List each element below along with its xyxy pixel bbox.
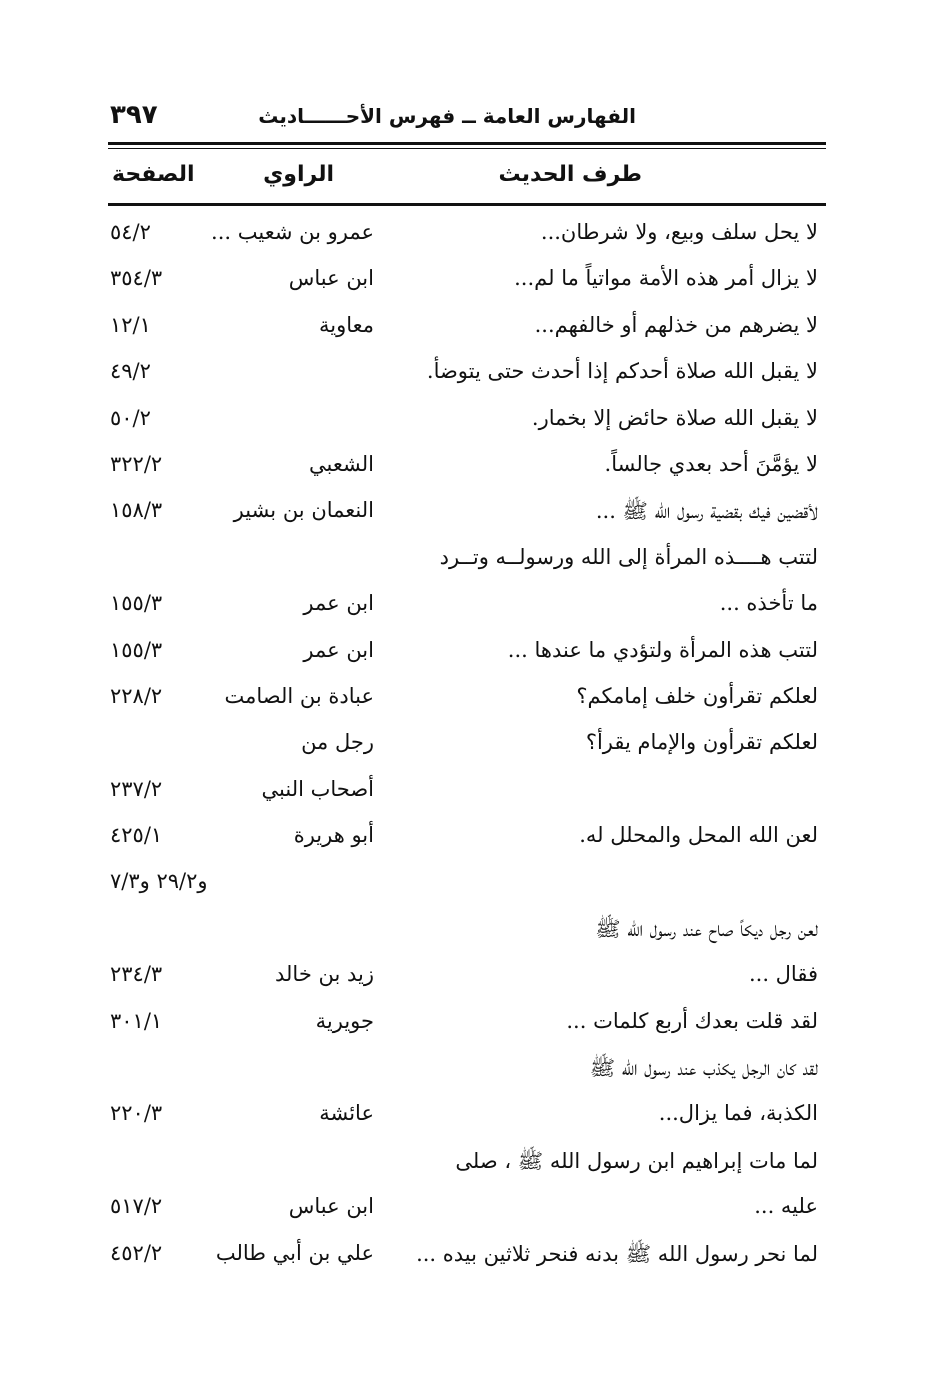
table-row [108,630,826,676]
table-row [108,1140,826,1186]
page-ref-cell: ٥١٧/٢ [110,1194,163,1219]
narrator-cell: الشعبي [309,451,374,476]
page-ref-cell: ٢٢٠/٣ [110,1101,163,1126]
narrator-cell: رجل من [301,730,374,755]
table-row [108,490,826,536]
table-row [108,537,826,583]
hadith-cell: لا يضرهم من خذلهم أو خالفهم... [534,312,818,337]
table-row [108,722,826,768]
hadith-cell: لتتب هــــذه المرأة إلى الله ورسولــه وتــرد [439,544,818,569]
table-row [108,212,826,258]
column-header-page: الصفحة [112,162,195,187]
table-row [108,676,826,722]
hadith-cell: فقال ... [748,962,818,987]
table-row [108,1186,826,1232]
hadith-cell: عليه ... [754,1194,818,1219]
narrator-cell: ابن عباس [288,266,374,291]
running-title: الفهارس العامة ــ فهرس الأحــــــاديث [258,104,636,128]
table-row [108,583,826,629]
table-row [108,1047,826,1093]
page-ref-cell: ١٥٥/٣ [110,637,163,662]
page-ref-cell: ٢٢٨/٢ [110,683,163,708]
narrator-cell: عبادة بن الصامت [224,683,374,708]
hadith-cell: لقد كان الرجل يكذب عند رسول الله ﷺ [589,1056,818,1081]
table-row [108,1093,826,1139]
column-headers [108,158,826,198]
narrator-cell: علي بن أبي طالب [215,1240,374,1265]
column-header-rule [108,203,826,206]
hadith-cell: لعن رجل ديكاً صاح عند رسول الله ﷺ [595,916,818,941]
hadith-cell: لعلكم تقرأون والإمام يقرأ؟ [585,730,818,755]
narrator-cell: النعمان بن بشير [233,498,374,523]
page-ref-cell: ٥٤/٢ [110,220,151,244]
narrator-cell: ابن عباس [288,1194,374,1219]
page-ref-cell: ٤٩/٢ [110,359,151,384]
hadith-cell: لأقضين فيك بقضية رسول الله ﷺ ... [595,499,818,524]
hadith-cell: لتتب هذه المرأة ولتؤدي ما عندها ... [507,637,818,662]
hadith-cell: الكذبة، فما يزال... [658,1101,818,1126]
page-ref-cell: ١٥٥/٣ [110,591,163,616]
column-header-narrator: الراوي [263,162,334,187]
column-header-hadith: طرف الحديث [498,162,642,187]
table-row [108,908,826,954]
table-row [108,444,826,490]
header-rule [108,142,826,145]
table-row [108,305,826,351]
page-ref-cell: ٢٣٧/٢ [110,776,163,801]
narrator-cell: عائشة [319,1101,374,1126]
hadith-cell: لا يؤمَّنَ أحد بعدي جالساً. [604,451,818,476]
page-ref-cell: و٢٩/٢ و٧/٣ [110,869,208,894]
page-ref-cell: ٣٥٤/٣ [110,266,163,291]
page-ref-cell: ١٥٨/٣ [110,498,163,523]
narrator-cell: جويرية [315,1008,374,1033]
table-row [108,954,826,1000]
narrator-cell: زيد بن خالد [275,962,374,987]
hadith-cell: ما تأخذه ... [719,591,818,616]
hadith-cell: لقد قلت بعدك أربع كلمات ... [566,1008,818,1033]
table-row [108,815,826,861]
table-row [108,1233,826,1279]
hadith-index-table [108,212,826,1279]
hadith-cell: لا يقبل الله صلاة أحدكم إذا أحدث حتى يتوضأ. [426,359,818,384]
running-header [108,100,826,140]
narrator-cell: معاوية [318,312,374,337]
table-row [108,861,826,907]
narrator-cell: أصحاب النبي [261,776,374,801]
table-row [108,1001,826,1047]
table-row [108,398,826,444]
hadith-cell: لا يزال أمر هذه الأمة مواتياً ما لم... [514,266,818,291]
page-ref-cell: ٢٣٤/٣ [110,962,163,987]
hadith-cell: لعن الله المحل والمحلل له. [579,823,818,848]
table-row [108,769,826,815]
header-rule-thin [108,148,826,149]
hadith-cell: لا يقبل الله صلاة حائض إلا بخمار. [531,405,818,430]
page-ref-cell: ٣٢٢/٢ [110,451,163,476]
narrator-cell: ابن عمر [303,591,374,616]
page-ref-cell: ٤٢٥/١ [110,823,163,848]
hadith-cell: لا يحل سلف وبيع، ولا شرطان... [540,220,818,244]
page-ref-cell: ٤٥٢/٢ [110,1240,163,1265]
narrator-cell: عمرو بن شعيب ... [211,220,374,244]
table-row [108,351,826,397]
table-row [108,258,826,304]
hadith-cell: لما نحر رسول الله ﷺ بدنه فنحر ثلاثين بيده ... [416,1241,818,1266]
hadith-cell: لما مات إبراهيم ابن رسول الله ﷺ ، صلى [455,1148,818,1173]
narrator-cell: ابن عمر [303,637,374,662]
page-number: ٣٩٧ [110,100,158,130]
page-ref-cell: ١٢/١ [110,312,151,337]
hadith-cell: لعلكم تقرأون خلف إمامكم؟ [576,683,818,708]
narrator-cell: أبو هريرة [293,823,374,848]
page-ref-cell: ٣٠١/١ [110,1008,163,1033]
page-ref-cell: ٥٠/٢ [110,405,151,430]
